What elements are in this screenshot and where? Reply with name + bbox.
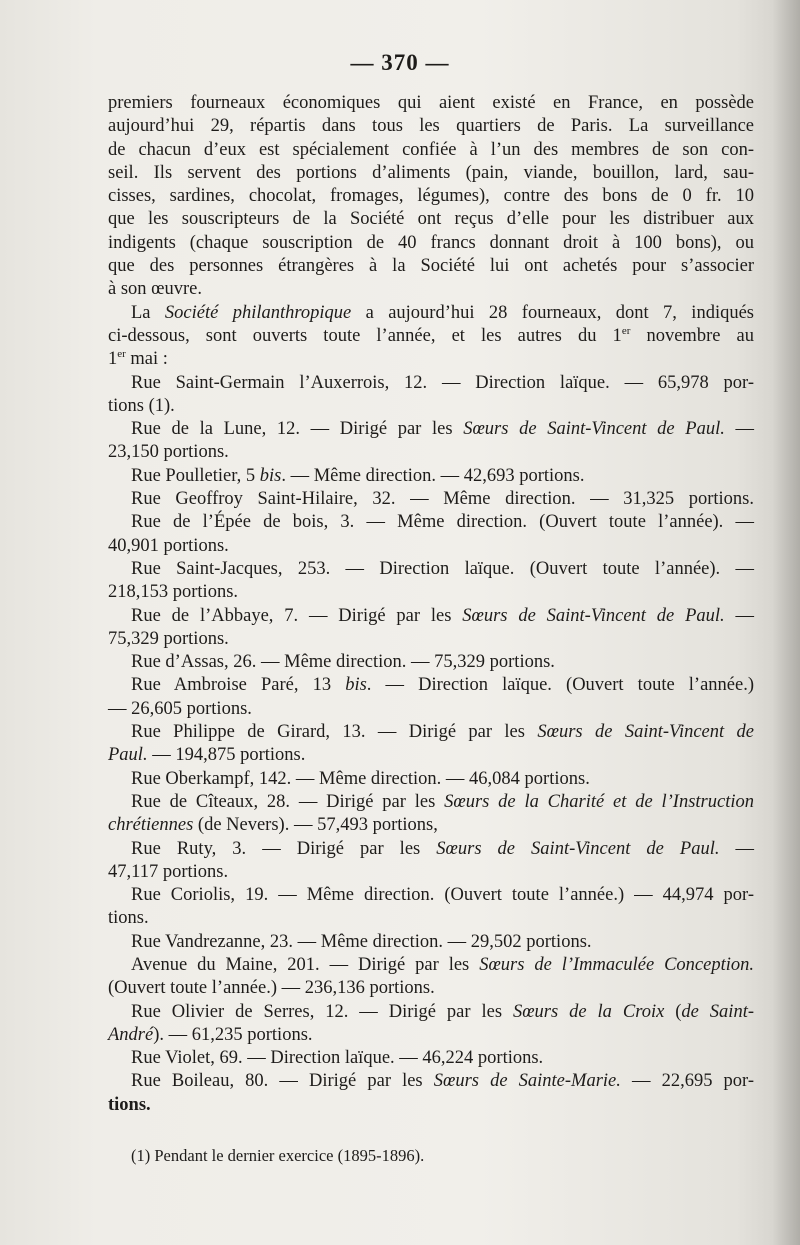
text-run: seil. Ils servent des portions d’aliments (pain, viande, bouillon, lard, sau- [108, 162, 754, 183]
text-line [108, 185, 754, 208]
text-run: que les souscripteurs de la Société ont reçus d’elle pour les distribuer aux [108, 209, 754, 230]
text-run: Sœurs de Saint-Vincent de Paul. [462, 605, 725, 626]
footnote: (1) Pendant le dernier exercice (1895-1896). [131, 1146, 425, 1165]
text-run: Rue Ambroise Paré, 13 [131, 675, 346, 696]
text-line [108, 1047, 754, 1070]
text-run: de chacun d’eux est spécialement confiée à l’un des membres de son con- [108, 139, 754, 160]
text-run: 1 [108, 349, 118, 370]
text-line [108, 465, 754, 488]
text-line [108, 651, 754, 674]
text-run: Rue de l’Épée de bois, 3. — Même direction. (Ouvert toute l’année). — [131, 512, 754, 533]
text-line [108, 208, 754, 231]
text-run: Rue Oberkampf, 142. — Même direction. — 46,084 portions. [131, 768, 590, 789]
text-run: Sœurs de l’Immaculée Conception. [479, 954, 755, 975]
text-run: 218,153 portions. [108, 582, 239, 603]
text-run: Rue Vandrezanne, 23. — Même direction. — 29,502 portions. [131, 931, 592, 952]
text-run: Rue Coriolis, 19. — Même direction. (Ouvert toute l’année.) — 44,974 por- [131, 885, 754, 906]
text-line [108, 1024, 754, 1047]
text-line [108, 302, 754, 325]
text-line [108, 162, 754, 185]
text-line [108, 139, 754, 162]
text-run: ). — 61,235 portions. [153, 1024, 313, 1045]
text-line [108, 255, 754, 278]
text-line [108, 698, 754, 721]
text-run: Rue d’Assas, 26. — Même direction. — 75,329 portions. [131, 652, 555, 673]
text-run: (de Nevers). — 57,493 portions, [193, 815, 438, 836]
text-line [108, 395, 754, 418]
text-run: que des personnes étrangères à la Société lui ont achetés pour s’associer [108, 256, 754, 277]
text-line [108, 348, 754, 371]
text-run: La [131, 302, 165, 323]
superscript: er [621, 324, 631, 337]
text-run: ci-dessous, sont ouverts toute l’année, et les autres du 1 [108, 325, 622, 346]
text-line [108, 92, 754, 115]
text-line [108, 372, 754, 395]
text-line [108, 977, 754, 1000]
text-run: André [108, 1024, 154, 1045]
text-run: Rue de la Lune, 12. — Dirigé par les [131, 419, 464, 440]
text-line [108, 441, 754, 464]
text-run: tions. [108, 1094, 151, 1115]
text-run: cisses, sardines, chocolat, fromages, légumes), contre des bons de 0 fr. 10 [108, 186, 754, 207]
text-run: Sœurs de Saint-Vincent de Paul. [436, 838, 720, 859]
text-run: Rue Ruty, 3. — Dirigé par les [131, 838, 437, 859]
text-run: Paul. [108, 745, 148, 766]
text-run: — [719, 838, 755, 859]
text-line [108, 278, 754, 301]
text-line [108, 884, 754, 907]
text-run: Sœurs de la Croix [512, 1001, 665, 1022]
text-run: . — Même direction. — 42,693 portions. [281, 465, 585, 486]
text-run: tions (1). [108, 395, 175, 416]
body-text [108, 92, 754, 1117]
text-line [108, 1070, 754, 1093]
text-line [108, 418, 754, 441]
text-run: Sœurs de Saint-Vincent de [537, 722, 754, 743]
text-run: Rue Boileau, 80. — Dirigé par les [131, 1071, 434, 1092]
text-line [108, 535, 754, 558]
text-run: — 194,875 portions. [147, 745, 306, 766]
text-line [108, 1001, 754, 1024]
text-run: 47,117 portions. [108, 861, 229, 882]
text-run: aujourd’hui 29, répartis dans tous les quartiers de Paris. La surveillance [108, 116, 754, 137]
text-run: Sœurs de Saint-Vincent de Paul. [463, 419, 725, 440]
text-run: ( [664, 1001, 682, 1022]
text-run: novembre au [630, 325, 755, 346]
text-run: chrétiennes [108, 815, 194, 836]
text-run: tions. [108, 908, 149, 929]
text-line [108, 605, 754, 628]
text-line [108, 791, 754, 814]
text-run: premiers fourneaux économiques qui aient existé en France, en possède [108, 93, 754, 113]
text-run: a aujourd’hui 28 fourneaux, dont 7, indiqués [351, 302, 754, 323]
text-run: Avenue du Maine, 201. — Dirigé par les [131, 954, 480, 975]
text-run: Rue Saint-Jacques, 253. — Direction laïque. (Ouvert toute l’année). — [131, 558, 754, 579]
text-run: Rue Geoffroy Saint-Hilaire, 32. — Même direction. — 31,325 portions. [131, 489, 754, 510]
text-line [108, 721, 754, 744]
text-line [108, 232, 754, 255]
text-line [108, 558, 754, 581]
text-run: Rue Poulletier, 5 [131, 465, 260, 486]
text-line [108, 907, 754, 930]
text-line [108, 1094, 754, 1117]
text-run: Rue Violet, 69. — Direction laïque. — 46,224 portions. [131, 1048, 544, 1069]
text-run: — [724, 605, 755, 626]
text-line [108, 768, 754, 791]
text-line [108, 674, 754, 697]
text-run: 75,329 portions. [108, 628, 229, 649]
text-line [108, 931, 754, 954]
text-line [108, 954, 754, 977]
text-line [108, 838, 754, 861]
text-run: Société philanthropique [164, 302, 352, 323]
page-edge-shadow [772, 0, 800, 1245]
text-run: Rue de Cîteaux, 28. — Dirigé par les [131, 791, 445, 812]
text-run: Sœurs de la Charité et de l’Instruction [444, 791, 754, 812]
text-run: 40,901 portions. [108, 535, 229, 556]
text-line [108, 325, 754, 348]
text-run: — 22,695 por- [620, 1071, 755, 1092]
text-run: Rue de l’Abbaye, 7. — Dirigé par les [131, 605, 463, 626]
superscript: er [117, 348, 126, 361]
text-run: Sœurs de Sainte-Marie. [433, 1071, 621, 1092]
text-run: mai : [125, 349, 168, 370]
text-run: Rue Philippe de Girard, 13. — Dirigé par les [131, 722, 538, 743]
text-line [108, 861, 754, 884]
text-run: bis [345, 675, 367, 696]
page-number: — 370 — [350, 50, 450, 75]
text-line [108, 511, 754, 534]
text-run: 23,150 portions. [108, 442, 229, 463]
text-line [108, 581, 754, 604]
text-run: Rue Saint-Germain l’Auxerrois, 12. — Direction laïque. — 65,978 por- [131, 372, 754, 393]
text-run: bis [259, 465, 282, 486]
text-run: indigents (chaque souscription de 40 francs donnant droit à 100 bons), ou [108, 232, 754, 253]
text-run: de Saint- [681, 1001, 754, 1022]
text-line [108, 628, 754, 651]
text-run: . — Direction laïque. (Ouvert toute l’année.) [366, 675, 754, 696]
text-run: (Ouvert toute l’année.) — 236,136 portions. [108, 978, 435, 999]
text-run: — 26,605 portions. [108, 698, 252, 719]
text-line [108, 744, 754, 767]
text-run: à son œuvre. [108, 279, 203, 300]
text-line [108, 814, 754, 837]
text-run: Rue Olivier de Serres, 12. — Dirigé par les [131, 1001, 513, 1022]
text-run: — [724, 419, 755, 440]
text-line [108, 115, 754, 138]
text-line [108, 488, 754, 511]
